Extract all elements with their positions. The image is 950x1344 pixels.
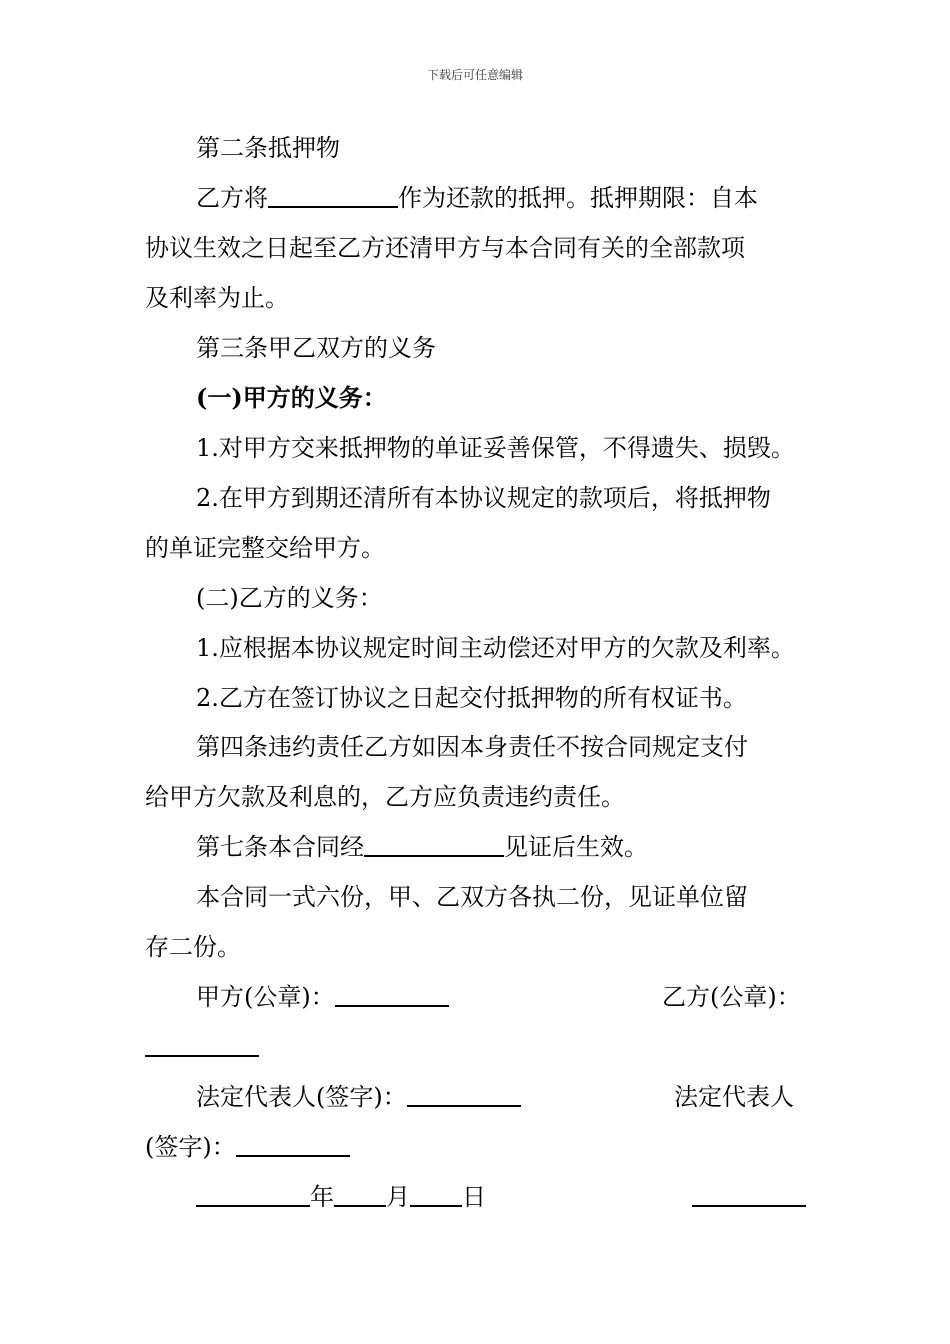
- legal-rep-row: [145, 1072, 810, 1122]
- party-b-seal-blank-row: [145, 1022, 810, 1072]
- party-a-seal-blank: [335, 983, 449, 1007]
- month-label: 月: [386, 1183, 410, 1211]
- party-b-date-blank: [692, 1183, 806, 1207]
- article7: [145, 822, 810, 872]
- article2-text-b: 作为还款的抵押。抵押期限：自本: [398, 184, 758, 212]
- article3-title: 第三条甲乙双方的义务: [196, 334, 436, 362]
- party-a-seal-label: 甲方(公章)：: [196, 983, 335, 1011]
- party-b-seal-blank: [145, 1033, 259, 1057]
- article2-title: 第二条抵押物: [196, 134, 340, 162]
- article4-line1: 第四条违约责任乙方如因本身责任不按合同规定支付: [196, 733, 748, 761]
- year-label: 年: [310, 1183, 334, 1211]
- party-b-heading-text: (二)乙方的义务：: [196, 584, 383, 612]
- party-a-duties-heading: [145, 373, 810, 423]
- party-a-duty-2-line2: 的单证完整交给甲方。: [145, 534, 385, 562]
- party-a-duty-2-line1: [145, 473, 810, 523]
- seal-row: [145, 972, 810, 1022]
- party-a-duty-1-text: 1.对甲方交来抵押物的单证妥善保管，不得遗失、损毁。: [196, 434, 795, 462]
- legal-rep-b-blank: [236, 1133, 350, 1157]
- party-b-duty-2: [145, 673, 810, 723]
- witness-blank: [364, 833, 504, 857]
- party-a-duty-2-text: 2.在甲方到期还清所有本协议规定的款项后，将抵押物: [196, 484, 771, 512]
- legal-rep-a-label: 法定代表人(签字)：: [196, 1083, 407, 1111]
- header-note: 下载后可任意编辑: [426, 68, 523, 82]
- party-b-duties-heading: [145, 573, 810, 623]
- month-blank: [334, 1183, 386, 1207]
- party-b-duty-2-text: 2.乙方在签订协议之日起交付抵押物的所有权证书。: [196, 684, 747, 712]
- legal-rep-b-label: 法定代表人: [674, 1083, 794, 1111]
- article7-text-b: 见证后生效。: [504, 833, 648, 861]
- article2-text-a: 乙方将: [196, 184, 268, 212]
- party-b-seal-label: 乙方(公章)：: [662, 983, 801, 1011]
- copies-line2: 存二份。: [145, 933, 241, 961]
- article2-line2: 协议生效之日起至乙方还清甲方与本合同有关的全部款项: [145, 234, 745, 262]
- legal-rep-b-label-2: (签字)：: [145, 1133, 236, 1161]
- day-blank: [410, 1183, 462, 1207]
- article2-body: [145, 173, 810, 223]
- copies-line1: 本合同一式六份，甲、乙双方各执二份，见证单位留: [196, 883, 748, 911]
- party-a-duty-1: [145, 423, 810, 473]
- day-label: 日: [462, 1183, 486, 1211]
- party-b-date-blank-wrap: [692, 1172, 806, 1222]
- party-a-heading-text: (一)甲方的义务：: [196, 383, 387, 412]
- legal-rep-b-row2: [145, 1122, 810, 1172]
- party-b-duty-1-text: 1.应根据本协议规定时间主动偿还对甲方的欠款及利率。: [196, 634, 795, 662]
- date-row: [145, 1172, 810, 1222]
- collateral-blank: [268, 184, 398, 208]
- legal-rep-a-blank: [407, 1083, 521, 1107]
- article2-line3: 及利率为止。: [145, 284, 289, 312]
- article4-line2: 给甲方欠款及利息的，乙方应负责违约责任。: [145, 783, 625, 811]
- party-b-duty-1: [145, 623, 810, 673]
- article7-text-a: 第七条本合同经: [196, 833, 364, 861]
- year-blank: [196, 1183, 310, 1207]
